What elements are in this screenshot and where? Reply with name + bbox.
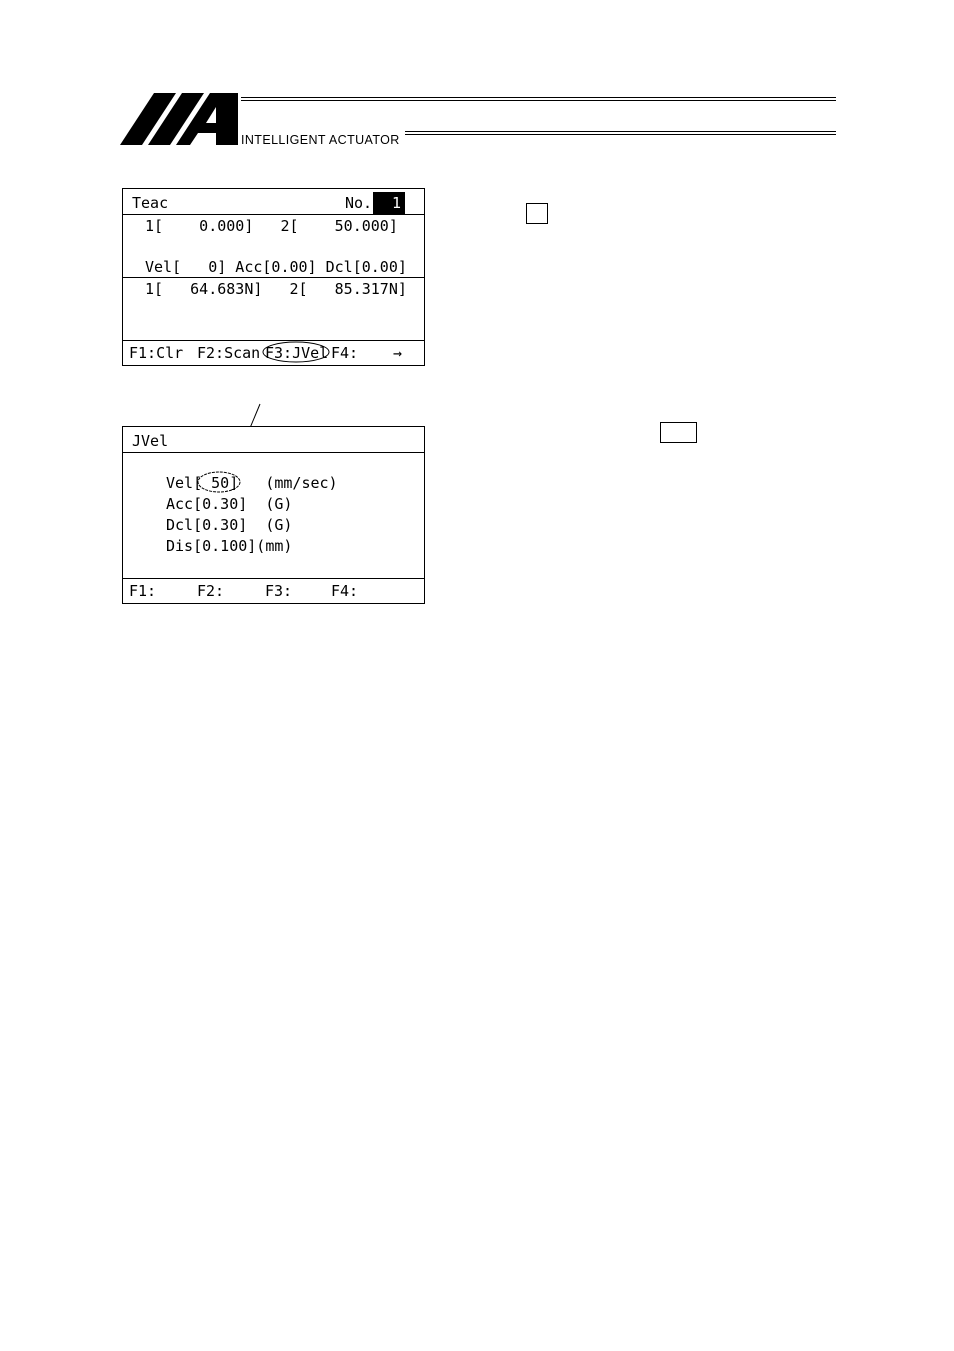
header-rule-bottom-1 <box>405 131 836 132</box>
jvel-f3-key[interactable]: F3: <box>265 582 293 600</box>
jvel-f4-key[interactable]: F4: <box>331 582 359 600</box>
jvel-title: JVel <box>132 432 169 450</box>
jvel-dis-line[interactable]: Dis[0.100](mm) <box>166 537 293 555</box>
header-rule-top-1 <box>241 97 836 98</box>
header-rule-bottom-2 <box>405 134 836 135</box>
key-box-wide <box>660 422 697 443</box>
f3-jvel-key[interactable]: F3:JVel <box>265 344 329 362</box>
jvel-screen <box>122 426 425 604</box>
vel-highlight-circle-icon <box>195 470 243 494</box>
f2-scan-key[interactable]: F2:Scan <box>197 344 261 362</box>
jvel-acc-line[interactable]: Acc[0.30] (G) <box>166 495 293 513</box>
teach-no-label: No. <box>345 194 373 212</box>
ia-logo-icon <box>120 93 240 145</box>
f4-key[interactable]: F4: <box>331 344 359 362</box>
f1-clear-key[interactable]: F1:Clr <box>129 344 184 362</box>
brand-text: INTELLIGENT ACTUATOR <box>241 133 400 147</box>
teach-mid-divider <box>123 277 424 278</box>
teach-speed-line: Vel[ 0] Acc[0.00] Dcl[0.00] <box>145 258 407 276</box>
jvel-fkey-divider <box>123 578 424 579</box>
teach-position-line: 1[ 0.000] 2[ 50.000] <box>145 217 398 235</box>
teach-force-line: 1[ 64.683N] 2[ 85.317N] <box>145 280 407 298</box>
teach-screen <box>122 188 425 366</box>
jvel-f1-key[interactable]: F1: <box>129 582 157 600</box>
right-arrow-icon[interactable]: → <box>393 344 403 362</box>
teach-no-value[interactable]: 1 <box>373 192 405 214</box>
key-box-small <box>526 203 548 224</box>
jvel-title-divider <box>123 452 424 453</box>
jvel-f2-key[interactable]: F2: <box>197 582 225 600</box>
teach-title: Teac <box>132 194 169 212</box>
teach-title-divider <box>123 214 424 215</box>
f3-highlight-circle-icon <box>261 340 331 364</box>
jvel-dcl-line[interactable]: Dcl[0.30] (G) <box>166 516 293 534</box>
jvel-vel-line[interactable]: Vel[ 50] (mm/sec) <box>166 474 338 492</box>
header-rule-top-2 <box>241 100 836 101</box>
